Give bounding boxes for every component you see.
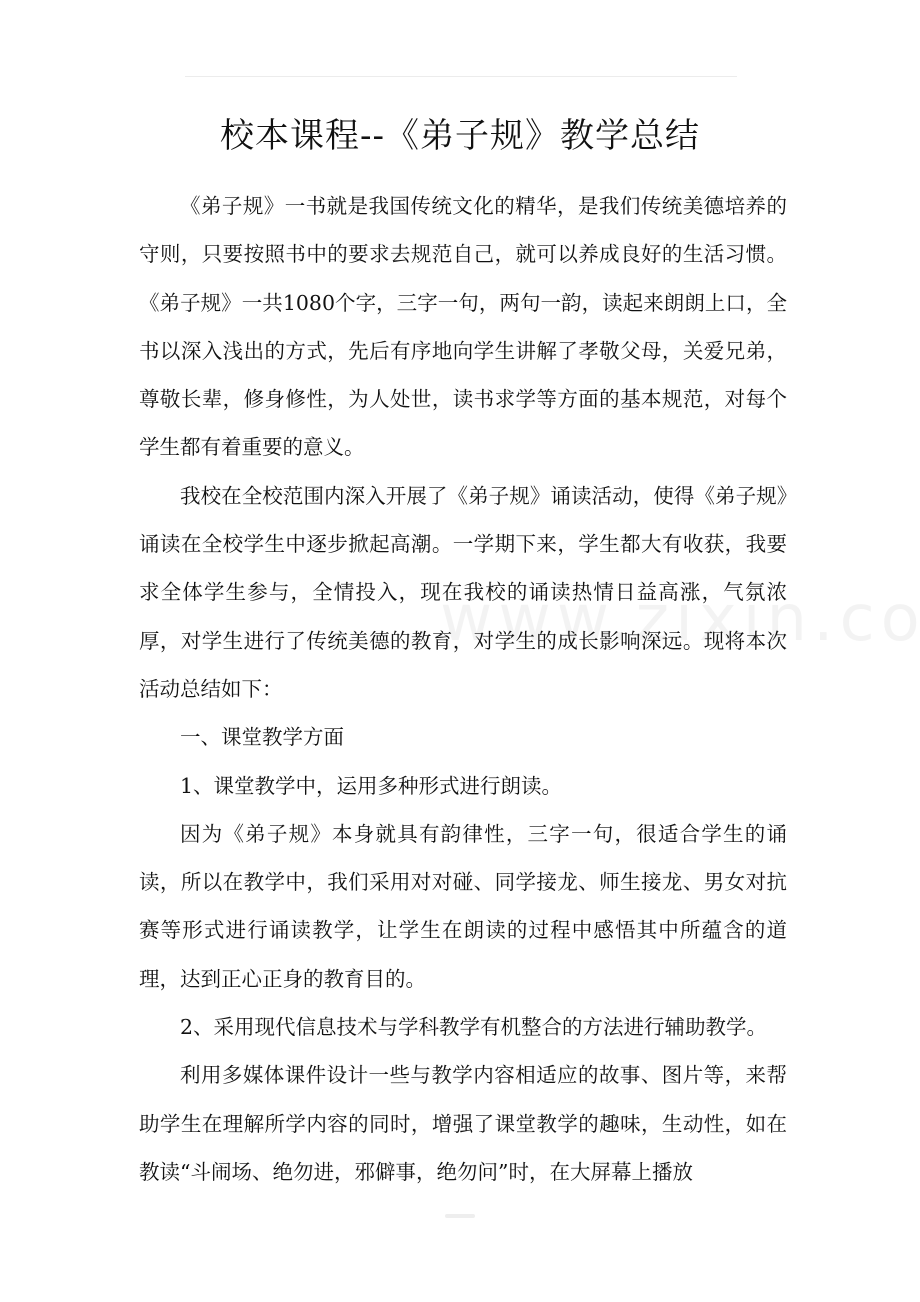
document-title: 校本课程--《弟子规》教学总结 [220,116,700,156]
paragraph-multimedia: 利用多媒体课件设计一些与教学内容相适应的故事、图片等，来帮助学生在理解所学内容的同时，增强了课堂教学的趣味，生动性，如在教读“斗闹场、绝勿进，邪僻事，绝勿问”时，在大屏幕上播放 [139,1063,787,1184]
document-body [139,182,787,1196]
point-heading-2: 2、采用现代信息技术与学科教学有机整合的方法进行辅助教学。 [180,1015,768,1040]
section-heading-classroom: 一、课堂教学方面 [180,725,344,750]
footer-mark [445,1214,475,1218]
paragraph-activity: 我校在全校范围内深入开展了《弟子规》诵读活动，使得《弟子规》诵读在全校学生中逐步掀起高潮。一学期下来，学生都大有收获，我要求全体学生参与，全情投入，现在我校的诵读热情日益高涨，气氛浓厚，对学生进行了传统美德的教育，对学生的成长影响深远。现将本次活动总结如下： [139,483,787,701]
paragraph-reading-forms: 因为《弟子规》本身就具有韵律性，三字一句，很适合学生的诵读，所以在教学中，我们采用对对碰、同学接龙、师生接龙、男女对抗赛等形式进行诵读教学，让学生在朗读的过程中感悟其中所蕴含的道理，达到正心正身的教育目的。 [139,821,787,991]
point-heading-1: 1、课堂教学中，运用多种形式进行朗读。 [180,773,563,798]
paragraph-intro: 《弟子规》一书就是我国传统文化的精华，是我们传统美德培养的守则，只要按照书中的要求去规范自己，就可以养成良好的生活习惯。《弟子规》一共1080个字，三字一句，两句一韵，读起来朗朗上口，全书以深入浅出的方式，先后有序地向学生讲解了孝敬父母，关爱兄弟，尊敬长辈，修身修性，为人处世，读书求学等方面的基本规范，对每个学生都有着重要的意义。 [139,194,787,460]
header-rule [185,76,737,77]
